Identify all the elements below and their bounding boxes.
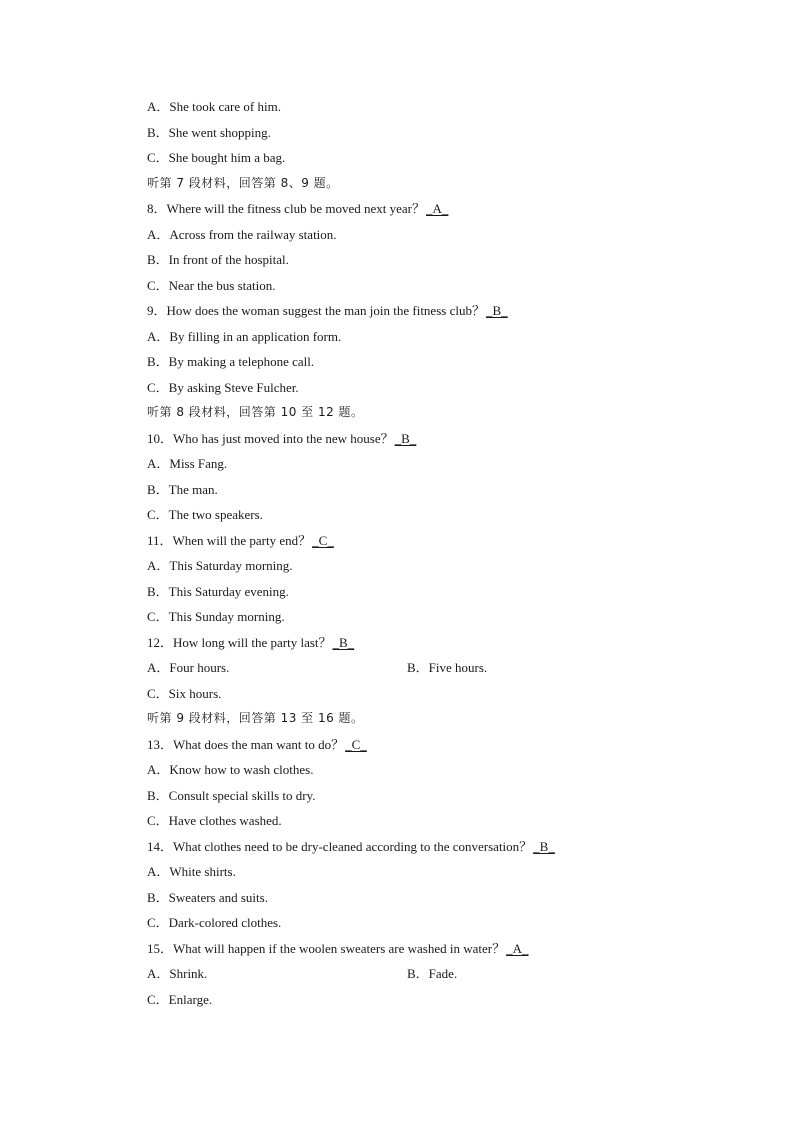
answer-blank: _B_ — [485, 303, 508, 318]
answer-blank: _A_ — [425, 201, 449, 216]
option-line: A．She took care of him. — [147, 99, 281, 114]
option-line: C．This Sunday morning. — [147, 609, 285, 624]
option-b: B．Fade. — [407, 966, 458, 981]
option-line: A．Four hours. B．Five hours. — [147, 655, 747, 681]
answer-blank: _B_ — [533, 838, 555, 854]
answer-blank: _A_ — [506, 940, 529, 956]
option-line: C．Enlarge. — [147, 991, 213, 1007]
option-line: A．This Saturday morning. — [147, 558, 293, 573]
option-line: B．She went shopping. — [147, 124, 271, 140]
option-line: C．The two speakers. — [147, 507, 263, 522]
option-line: A．Shrink. B．Fade. — [147, 961, 747, 987]
option-line: C．Six hours. — [147, 685, 222, 701]
question-list — [147, 94, 747, 1012]
answer-blank: _C_ — [345, 736, 367, 752]
option-line: B．In front of the hospital. — [147, 252, 289, 267]
option-line: B．Consult special skills to dry. — [147, 787, 316, 803]
question-line: 8．Where will the fitness club be moved next year？_A_ — [147, 201, 449, 216]
option-line: C．Near the bus station. — [147, 277, 276, 293]
option-line: B．Sweaters and suits. — [147, 889, 268, 905]
question-line: 12．How long will the party last？_B_ — [147, 634, 355, 650]
section-heading: 听第 7 段材料，回答第 8、9 题。 — [147, 175, 339, 190]
option-line: C．Have clothes washed. — [147, 813, 282, 828]
question-line: 13．What does the man want to do？_C_ — [147, 736, 367, 752]
section-heading: 听第 8 段材料，回答第 10 至 12 题。 — [147, 405, 364, 419]
question-line: 9．How does the woman suggest the man join the fitness club？_B_ — [147, 303, 508, 318]
option-line: C．She bought him a bag. — [147, 150, 286, 165]
option-line: B．By making a telephone call. — [147, 354, 315, 369]
question-line: 11．When will the party end？_C_ — [147, 532, 334, 548]
option-line: A．Across from the railway station. — [147, 226, 337, 242]
question-line: 10．Who has just moved into the new house？_B_ — [147, 430, 417, 446]
option-line: A．White shirts. — [147, 864, 236, 879]
section-heading: 听第 9 段材料，回答第 13 至 16 题。 — [147, 711, 364, 725]
question-line: 15．What will happen if the woolen sweaters are washed in water？_A_ — [147, 940, 529, 956]
option-line: B．This Saturday evening. — [147, 583, 289, 599]
answer-blank: _B_ — [332, 634, 355, 650]
option-line: C．Dark-colored clothes. — [147, 915, 282, 930]
answer-blank: _B_ — [394, 430, 417, 446]
option-line: A．Know how to wash clothes. — [147, 762, 314, 777]
option-line: C．By asking Steve Fulcher. — [147, 379, 299, 395]
answer-blank: _C_ — [312, 532, 334, 548]
option-line: A．Miss Fang. — [147, 456, 228, 471]
option-b: B．Five hours. — [407, 660, 488, 675]
question-line: 14．What clothes need to be dry-cleaned according to the conversation？_B_ — [147, 838, 555, 854]
option-line: A．By filling in an application form. — [147, 328, 342, 344]
option-line: B．The man. — [147, 481, 218, 497]
